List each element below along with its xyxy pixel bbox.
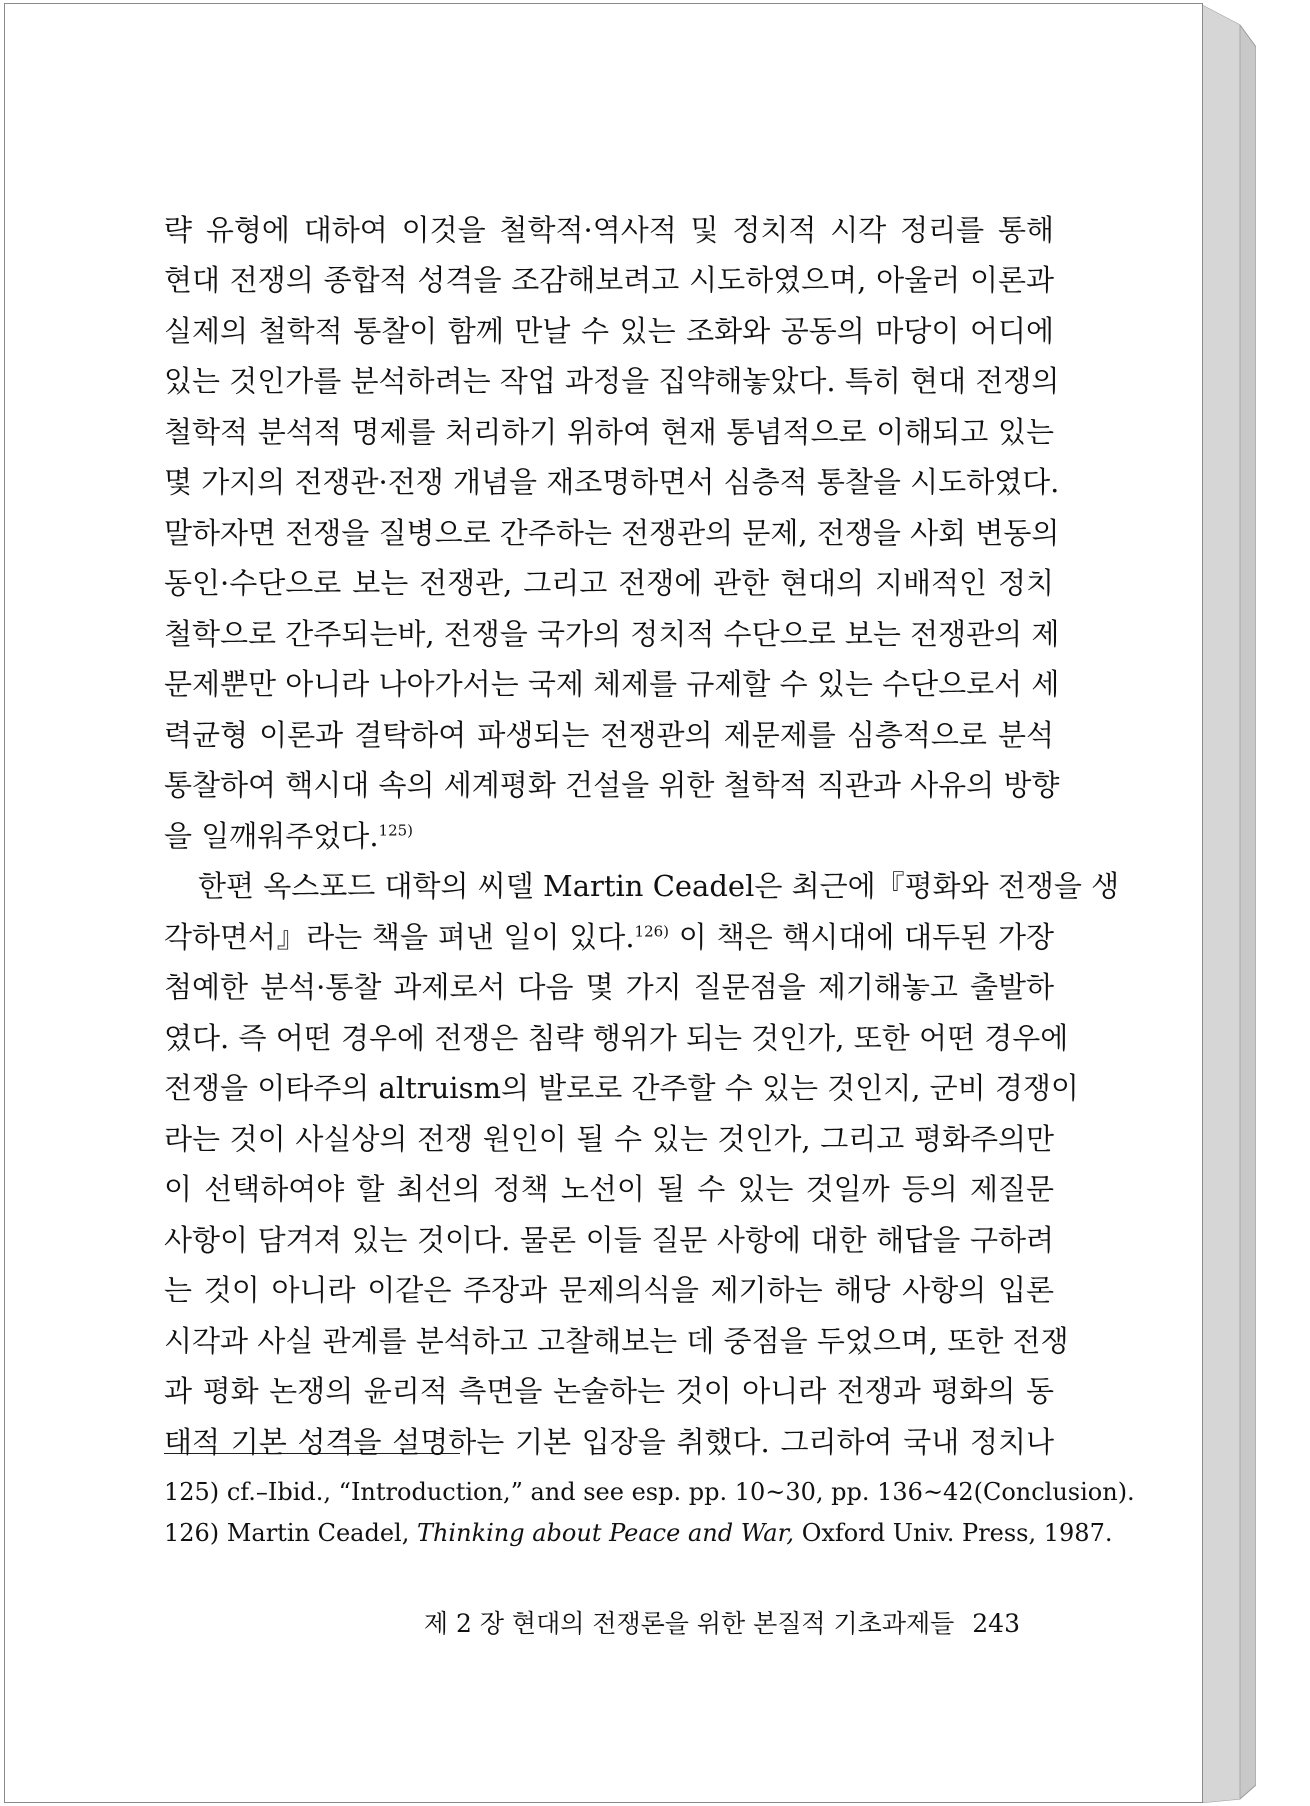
footnote-ref-126: 126) — [634, 922, 670, 941]
body-line: 철학으로 간주되는바, 전쟁을 국가의 정치적 수단으로 보는 전쟁관의 제 — [164, 617, 1060, 651]
body-line: 문제뿐만 아니라 나아가서는 국제 체제를 규제할 수 있는 수단으로서 세 — [164, 667, 1060, 701]
body-line: 라는 것이 사실상의 전쟁 원인이 될 수 있는 것인가, 그리고 평화주의만 — [164, 1122, 1054, 1156]
footnote-book-title: Thinking about Peace and War, — [416, 1519, 795, 1547]
body-line: 이 선택하여야 할 최선의 정책 노선이 될 수 있는 것일까 등의 제질문 — [164, 1172, 1054, 1206]
body-line: 한편 옥스포드 대학의 씨델 Martin Ceadel은 최근에『평화와 전쟁을 생 — [198, 869, 1120, 903]
chapter-title: 제 2 장 현대의 전쟁론을 위한 본질적 기초과제들 — [423, 1609, 955, 1638]
running-footer — [420, 1604, 1020, 1644]
body-line: 전쟁을 이타주의 altruism의 발로로 간주할 수 있는 것인지, 군비 경쟁이 — [164, 1071, 1079, 1105]
body-line: 략 유형에 대하여 이것을 철학적·역사적 및 정치적 시각 정리를 통해 — [164, 213, 1054, 247]
body-line: 동인·수단으로 보는 전쟁관, 그리고 전쟁에 관한 현대의 지배적인 정치 — [164, 566, 1054, 600]
body-line: 몇 가지의 전쟁관·전쟁 개념을 재조명하면서 심층적 통찰을 시도하였다. — [164, 465, 1060, 499]
footnote-text: cf.–Ibid., “Introduction,” and see esp. pp. 10~30, pp. 136~42(Conclusion). — [226, 1478, 1135, 1506]
body-line: 통찰하여 핵시대 속의 세계평화 건설을 위한 철학적 직관과 사유의 방향 — [164, 768, 1060, 802]
footnote-ref-125: 125) — [378, 821, 414, 840]
body-line: 현대 전쟁의 종합적 성격을 조감해보려고 시도하였으며, 아울러 이론과 — [164, 263, 1054, 297]
body-line: 각하면서』라는 책을 펴낸 일이 있다.$^{126)}$ 이 책은 핵시대에 대두된 가장 — [164, 920, 1054, 954]
body-line: 였다. 즉 어떤 경우에 전쟁은 침략 행위가 되는 것인가, 또한 어떤 경우에 — [164, 1021, 1069, 1055]
footnote-125 — [164, 1474, 1135, 1510]
footnote-publisher: Oxford Univ. Press, 1987. — [801, 1519, 1113, 1547]
footnote-number: 126) — [164, 1519, 220, 1547]
footnote-126 — [164, 1515, 1113, 1551]
footnote-number: 125) — [164, 1478, 220, 1506]
body-line: 과 평화 논쟁의 윤리적 측면을 논술하는 것이 아니라 전쟁과 평화의 동 — [164, 1374, 1054, 1408]
body-line: 실제의 철학적 통찰이 함께 만날 수 있는 조화와 공동의 마당이 어디에 — [164, 314, 1054, 348]
body-line: 첨예한 분석·통찰 과제로서 다음 몇 가지 질문점을 제기해놓고 출발하 — [164, 970, 1054, 1004]
body-line: 는 것이 아니라 이같은 주장과 문제의식을 제기하는 해당 사항의 입론 — [164, 1273, 1054, 1307]
body-line: 사항이 담겨져 있는 것이다. 물론 이들 질문 사항에 대한 해답을 구하려 — [164, 1223, 1054, 1257]
body-line: 력균형 이론과 결탁하여 파생되는 전쟁관의 제문제를 심층적으로 분석 — [164, 718, 1054, 752]
footnote-author: Martin Ceadel, — [226, 1519, 410, 1547]
body-line: 있는 것인가를 분석하려는 작업 과정을 집약해놓았다. 특히 현대 전쟁의 — [164, 364, 1060, 398]
body-line: 말하자면 전쟁을 질병으로 간주하는 전쟁관의 문제, 전쟁을 사회 변동의 — [164, 516, 1060, 550]
body-line: 철학적 분석적 명제를 처리하기 위하여 현재 통념적으로 이해되고 있는 — [164, 415, 1054, 449]
body-line: 시각과 사실 관계를 분석하고 고찰해보는 데 중점을 두었으며, 또한 전쟁 — [164, 1324, 1069, 1358]
body-line: 을 일깨워주었다.$^{125)}$ — [164, 819, 414, 853]
body-line: 태적 기본 성격을 설명하는 기본 입장을 취했다. 그리하여 국내 정치나 — [164, 1425, 1054, 1459]
page-number: 243 — [972, 1609, 1020, 1638]
